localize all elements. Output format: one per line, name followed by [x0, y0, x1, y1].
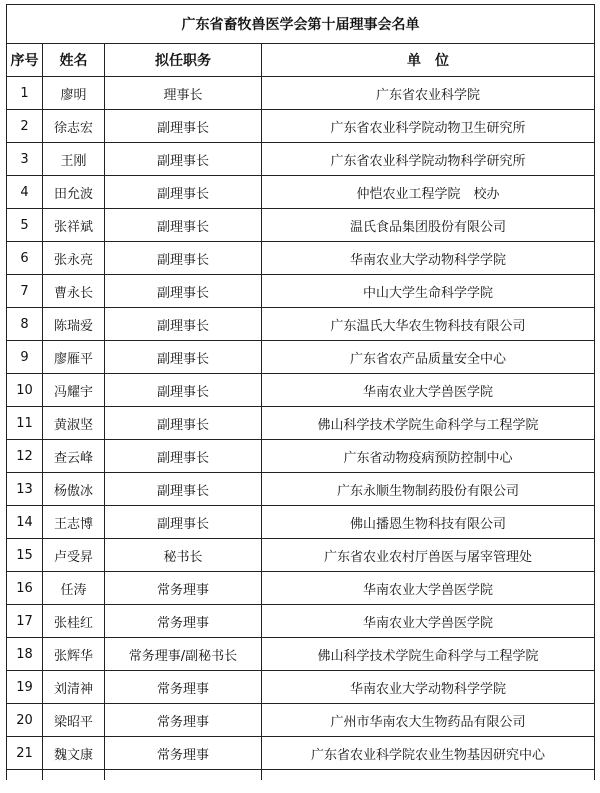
- member-unit: 广州市华南农大生物药品有限公司: [262, 704, 595, 737]
- row-number: 21: [7, 737, 43, 770]
- table-row: [7, 473, 595, 506]
- member-position: 副理事长: [105, 209, 262, 242]
- table-row: [7, 440, 595, 473]
- member-unit: 广东省农业科学院动物卫生研究所: [262, 110, 595, 143]
- member-unit: 广东温氏大华农生物科技有限公司: [262, 308, 595, 341]
- member-name: 张祥斌: [43, 209, 105, 242]
- member-position: 副理事长: [105, 473, 262, 506]
- row-number: 14: [7, 506, 43, 539]
- member-name: 张辉华: [43, 638, 105, 671]
- member-unit: 华南农业大学兽医学院: [262, 572, 595, 605]
- member-position: 副理事长: [105, 143, 262, 176]
- member-name: 王刚: [43, 143, 105, 176]
- header-row: [7, 44, 595, 77]
- header-name: 姓名: [43, 44, 105, 77]
- member-position: 常务理事/副秘书长: [105, 638, 262, 671]
- member-position: 副理事长: [105, 275, 262, 308]
- table-row: [7, 671, 595, 704]
- member-name: 任涛: [43, 572, 105, 605]
- member-name: 杨傲冰: [43, 473, 105, 506]
- member-unit: 广东省农业科学院农业生物基因研究中心: [262, 737, 595, 770]
- member-unit: 仲恺农业工程学院 校办: [262, 176, 595, 209]
- member-unit: 佛山科学技术学院生命科学与工程学院: [262, 638, 595, 671]
- member-name: 黄淑坚: [43, 407, 105, 440]
- row-number: 8: [7, 308, 43, 341]
- council-roster-table: [6, 4, 595, 780]
- row-number: 17: [7, 605, 43, 638]
- member-position: 副理事长: [105, 176, 262, 209]
- table-title: 广东省畜牧兽医学会第十届理事会名单: [7, 5, 595, 44]
- member-unit: 华南农业大学动物科学学院: [262, 242, 595, 275]
- member-position: 副理事长: [105, 374, 262, 407]
- member-name: 王志博: [43, 506, 105, 539]
- member-position: 理事长: [105, 77, 262, 110]
- table-row: [7, 605, 595, 638]
- member-unit: 佛山播恩生物科技有限公司: [262, 506, 595, 539]
- member-unit: 华南农业大学兽医学院: [262, 374, 595, 407]
- member-name: 廖明: [43, 77, 105, 110]
- member-position: 常务理事: [105, 737, 262, 770]
- member-name: 梁昭平: [43, 704, 105, 737]
- member-unit: 广东省农产品质量安全中心: [262, 341, 595, 374]
- header-position: 拟任职务: [105, 44, 262, 77]
- member-position: 常务理事: [105, 605, 262, 638]
- table-row: [7, 572, 595, 605]
- member-name: 张桂红: [43, 605, 105, 638]
- member-name: 陈瑞爱: [43, 308, 105, 341]
- cutoff-cell: [7, 770, 43, 781]
- row-number: 3: [7, 143, 43, 176]
- table-row: [7, 275, 595, 308]
- member-position: 常务理事: [105, 572, 262, 605]
- table-row: [7, 407, 595, 440]
- member-unit: 广东永顺生物制药股份有限公司: [262, 473, 595, 506]
- header-no: 序号: [7, 44, 43, 77]
- member-position: 副理事长: [105, 506, 262, 539]
- table-row: [7, 242, 595, 275]
- roster-body: [7, 5, 595, 781]
- member-unit: 广东省农业科学院: [262, 77, 595, 110]
- member-position: 副理事长: [105, 407, 262, 440]
- row-number: 11: [7, 407, 43, 440]
- member-name: 曹永长: [43, 275, 105, 308]
- member-position: 秘书长: [105, 539, 262, 572]
- table-row: [7, 341, 595, 374]
- member-name: 徐志宏: [43, 110, 105, 143]
- cutoff-cell: [262, 770, 595, 781]
- member-name: 刘清神: [43, 671, 105, 704]
- table-row: [7, 737, 595, 770]
- member-unit: 温氏食品集团股份有限公司: [262, 209, 595, 242]
- title-row: [7, 5, 595, 44]
- row-number: 4: [7, 176, 43, 209]
- member-unit: 广东省动物疫病预防控制中心: [262, 440, 595, 473]
- table-row: [7, 308, 595, 341]
- member-name: 冯耀宇: [43, 374, 105, 407]
- member-position: 副理事长: [105, 242, 262, 275]
- member-name: 田允波: [43, 176, 105, 209]
- row-number: 10: [7, 374, 43, 407]
- table-row: [7, 704, 595, 737]
- member-name: 廖雁平: [43, 341, 105, 374]
- row-number: 13: [7, 473, 43, 506]
- row-number: 19: [7, 671, 43, 704]
- member-position: 副理事长: [105, 308, 262, 341]
- member-name: 魏文康: [43, 737, 105, 770]
- row-number: 18: [7, 638, 43, 671]
- table-row: [7, 143, 595, 176]
- member-unit: 华南农业大学兽医学院: [262, 605, 595, 638]
- member-name: 查云峰: [43, 440, 105, 473]
- row-number: 5: [7, 209, 43, 242]
- table-row: [7, 77, 595, 110]
- row-number: 12: [7, 440, 43, 473]
- member-name: 卢受昇: [43, 539, 105, 572]
- cutoff-cell: [43, 770, 105, 781]
- row-number: 20: [7, 704, 43, 737]
- row-number: 2: [7, 110, 43, 143]
- cutoff-cell: [105, 770, 262, 781]
- table-row: [7, 374, 595, 407]
- row-number: 6: [7, 242, 43, 275]
- member-unit: 华南农业大学动物科学学院: [262, 671, 595, 704]
- table-row: [7, 506, 595, 539]
- member-position: 副理事长: [105, 341, 262, 374]
- member-position: 副理事长: [105, 110, 262, 143]
- cutoff-row: [7, 770, 595, 781]
- member-position: 副理事长: [105, 440, 262, 473]
- member-position: 常务理事: [105, 671, 262, 704]
- member-name: 张永亮: [43, 242, 105, 275]
- table-row: [7, 209, 595, 242]
- member-unit: 中山大学生命科学学院: [262, 275, 595, 308]
- member-unit: 佛山科学技术学院生命科学与工程学院: [262, 407, 595, 440]
- row-number: 9: [7, 341, 43, 374]
- table-row: [7, 176, 595, 209]
- row-number: 15: [7, 539, 43, 572]
- table-row: [7, 638, 595, 671]
- member-unit: 广东省农业科学院动物科学研究所: [262, 143, 595, 176]
- row-number: 1: [7, 77, 43, 110]
- member-unit: 广东省农业农村厅兽医与屠宰管理处: [262, 539, 595, 572]
- row-number: 16: [7, 572, 43, 605]
- member-position: 常务理事: [105, 704, 262, 737]
- header-unit: 单 位: [262, 44, 595, 77]
- table-row: [7, 110, 595, 143]
- roster-sheet: [0, 4, 600, 793]
- table-row: [7, 539, 595, 572]
- row-number: 7: [7, 275, 43, 308]
